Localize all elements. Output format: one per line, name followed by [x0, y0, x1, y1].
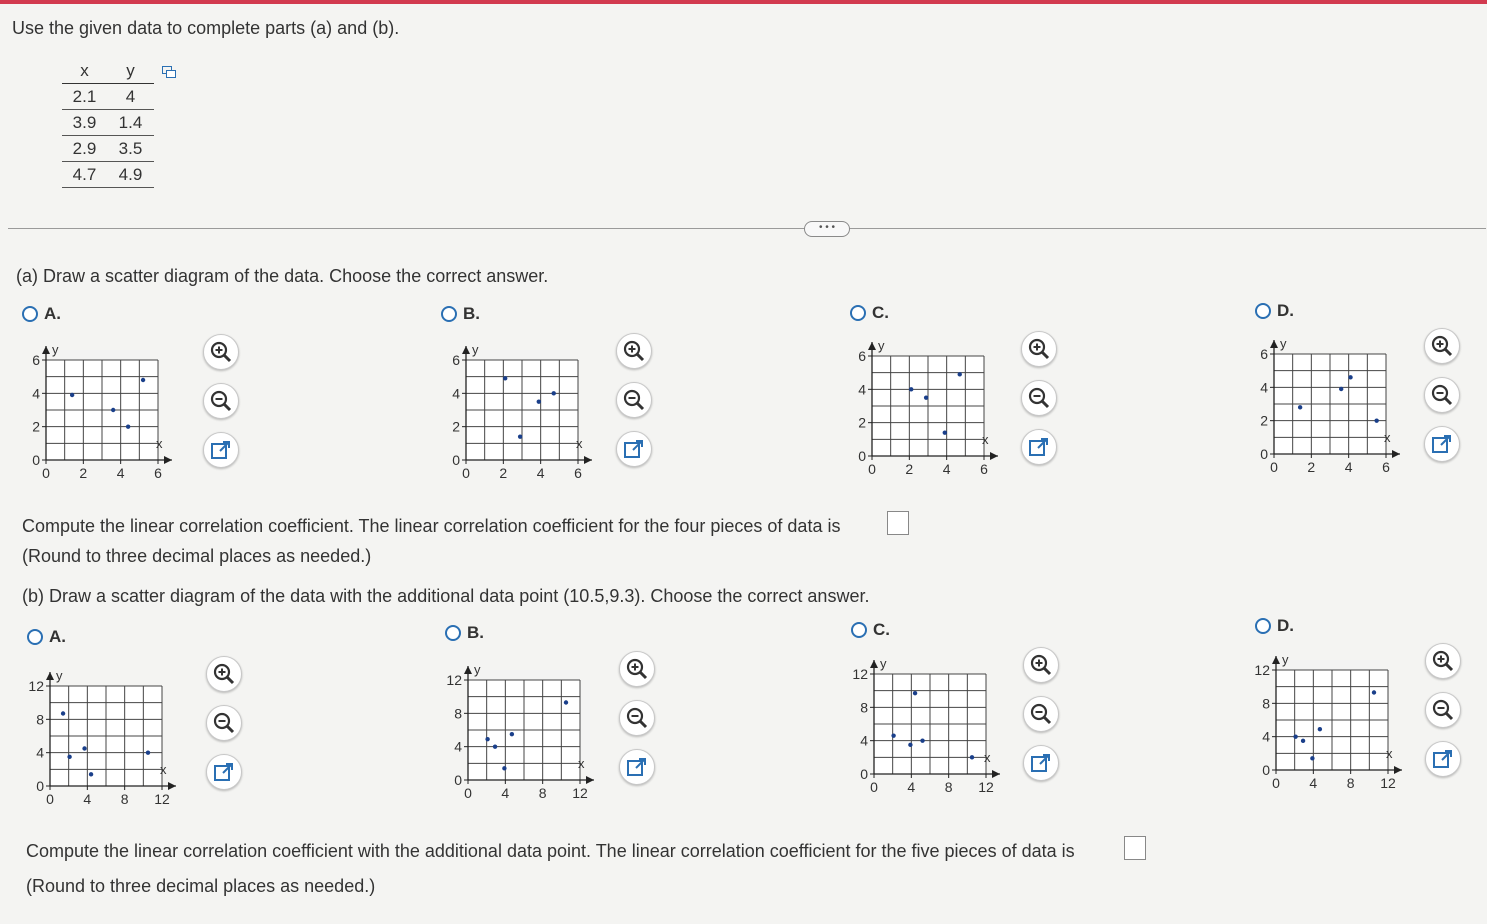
open-new-window-icon [209, 438, 233, 462]
data-point [920, 738, 924, 742]
x-axis-label: x [576, 436, 583, 451]
x-tick-label: 2 [79, 465, 88, 481]
y-tick-label: 4 [1260, 379, 1268, 396]
x-tick-label: 4 [501, 785, 510, 801]
y-tick-label: 12 [28, 678, 44, 694]
y-tick-label: 8 [1262, 695, 1270, 712]
y-axis-label: y [878, 338, 885, 353]
data-point [502, 766, 506, 770]
x-tick-label: 6 [574, 465, 582, 481]
part-b-option-c-label[interactable]: C. [873, 620, 890, 639]
data-point [518, 434, 522, 438]
zoom-out-icon [1027, 386, 1051, 410]
x-tick-label: 4 [942, 461, 951, 477]
table-row [62, 84, 154, 110]
zoom-in-icon [209, 340, 233, 364]
section-divider [8, 228, 1486, 229]
table-cell: 3.5 [107, 136, 154, 162]
x-tick-label: 0 [1272, 775, 1280, 791]
y-axis-arrow [868, 342, 876, 350]
table-cell: 4.7 [62, 162, 107, 188]
y-tick-label: 2 [858, 414, 866, 431]
x-axis-label: x [1386, 746, 1393, 761]
part-a-option-a-radio[interactable] [22, 306, 38, 322]
accent-bar [0, 0, 1487, 4]
part-a-option-a-label[interactable]: A. [44, 304, 61, 323]
x-axis-arrow [1392, 450, 1400, 458]
x-axis-arrow [164, 456, 172, 464]
part-b-round-note: (Round to three decimal places as needed.) [26, 876, 376, 896]
table-cell: 1.4 [107, 110, 154, 136]
part-b-option-c-scatter-plot [840, 656, 1005, 806]
zoom-in-icon [1431, 649, 1455, 673]
copy-data-icon[interactable] [162, 66, 176, 78]
part-a-option-a-scatter-plot [12, 342, 177, 492]
data-point [503, 376, 507, 380]
x-tick-label: 2 [905, 461, 914, 477]
x-tick-label: 8 [1346, 775, 1355, 791]
zoom-out-icon [1430, 383, 1454, 407]
y-axis-label: y [1282, 652, 1289, 667]
data-point [913, 691, 917, 695]
x-tick-label: 4 [536, 465, 545, 481]
x-axis-arrow [586, 776, 594, 784]
y-tick-label: 2 [32, 418, 40, 435]
part-b-option-a-label[interactable]: A. [49, 627, 66, 646]
part-a-corr-prompt: Compute the linear correlation coefficient. The linear correlation coefficient for the four pieces of data is [22, 516, 841, 536]
part-a-option-b-zoom-in-button[interactable] [616, 333, 652, 369]
part-a-option-b-radio[interactable] [441, 306, 457, 322]
part-a-option-d-label[interactable]: D. [1277, 301, 1294, 320]
data-point [1298, 405, 1302, 409]
data-point [1318, 727, 1322, 731]
part-b-prompt: (b) Draw a scatter diagram of the data with the additional data point (10.5,9.3). Choose the correct answer. [22, 586, 870, 606]
data-point [552, 391, 556, 395]
part-b-option-d-radio[interactable] [1255, 618, 1271, 634]
part-b-option-a-zoom-out-button[interactable] [206, 705, 242, 741]
expand-more-button[interactable]: • • • [804, 221, 850, 237]
part-a-option-b-scatter-plot [432, 342, 597, 492]
part-a-option-b-zoom-out-button[interactable] [616, 382, 652, 418]
x-axis-arrow [1394, 766, 1402, 774]
data-point [67, 755, 71, 759]
part-b-option-c-zoom-in-button[interactable] [1023, 647, 1059, 683]
part-b-option-d-open-new-window-button[interactable] [1425, 741, 1461, 777]
x-tick-label: 0 [464, 785, 472, 801]
data-point [924, 395, 928, 399]
table-cell: 4.9 [107, 162, 154, 188]
x-tick-label: 12 [1380, 775, 1396, 791]
x-tick-label: 0 [870, 779, 878, 795]
x-tick-label: 6 [980, 461, 988, 477]
y-axis-arrow [42, 346, 50, 354]
zoom-out-icon [622, 388, 646, 412]
y-axis-arrow [1272, 656, 1280, 664]
x-tick-label: 4 [1344, 459, 1353, 475]
table-header-row [62, 58, 154, 84]
table-row [62, 110, 154, 136]
zoom-in-icon [1027, 337, 1051, 361]
part-b-option-c-radio[interactable] [851, 622, 867, 638]
y-tick-label: 0 [1260, 446, 1268, 462]
x-tick-label: 4 [1309, 775, 1318, 791]
y-tick-label: 4 [452, 385, 460, 402]
x-axis-label: x [984, 750, 991, 765]
table-row [62, 162, 154, 188]
x-tick-label: 12 [154, 791, 170, 807]
table-header-y: y [107, 58, 154, 84]
y-tick-label: 0 [36, 778, 44, 794]
x-axis-arrow [992, 770, 1000, 778]
data-point [1310, 756, 1314, 760]
data-point [111, 408, 115, 412]
part-a-round-note: (Round to three decimal places as needed.) [22, 546, 372, 566]
y-axis-arrow [1270, 340, 1278, 348]
open-new-window-icon [622, 437, 646, 461]
data-point [82, 746, 86, 750]
zoom-out-icon [625, 706, 649, 730]
part-b-option-b-zoom-in-button[interactable] [619, 651, 655, 687]
x-axis-arrow [168, 782, 176, 790]
data-point [537, 399, 541, 403]
y-axis-label: y [474, 662, 481, 677]
y-tick-label: 6 [452, 352, 460, 368]
y-tick-label: 12 [446, 672, 462, 688]
x-tick-label: 6 [1382, 459, 1390, 475]
zoom-out-icon [1029, 702, 1053, 726]
part-a-option-c-open-new-window-button[interactable] [1021, 429, 1057, 465]
part-b-option-b-scatter-plot [434, 662, 599, 812]
zoom-in-icon [622, 339, 646, 363]
y-axis-label: y [472, 342, 479, 357]
x-tick-label: 8 [538, 785, 547, 801]
x-tick-label: 0 [462, 465, 470, 481]
part-a-option-c-label[interactable]: C. [872, 303, 889, 322]
data-point [61, 711, 65, 715]
instructions: Use the given data to complete parts (a) and (b). [12, 18, 400, 38]
part-b-option-b-label[interactable]: B. [467, 623, 484, 642]
part-b-option-a-open-new-window-button[interactable] [206, 754, 242, 790]
x-tick-label: 4 [83, 791, 92, 807]
x-tick-label: 0 [46, 791, 54, 807]
part-b-option-b-radio[interactable] [445, 625, 461, 641]
data-point [1374, 418, 1378, 422]
part-a-option-d-scatter-plot [1240, 336, 1405, 486]
table-cell: 2.1 [62, 84, 107, 110]
table-header-x: x [62, 58, 107, 84]
table-cell: 2.9 [62, 136, 107, 162]
y-tick-label: 0 [454, 772, 462, 788]
open-new-window-icon [1027, 435, 1051, 459]
y-tick-label: 0 [858, 448, 866, 464]
part-a-option-c-radio[interactable] [850, 305, 866, 321]
data-point [141, 378, 145, 382]
y-tick-label: 0 [452, 452, 460, 468]
part-b-option-d-zoom-in-button[interactable] [1425, 643, 1461, 679]
data-point [909, 387, 913, 391]
zoom-in-icon [1029, 653, 1053, 677]
x-tick-label: 4 [116, 465, 125, 481]
x-tick-label: 12 [978, 779, 994, 795]
y-axis-label: y [880, 656, 887, 671]
y-tick-label: 12 [852, 666, 868, 682]
y-tick-label: 8 [36, 711, 44, 728]
y-tick-label: 0 [32, 452, 40, 468]
x-tick-label: 0 [868, 461, 876, 477]
y-tick-label: 4 [860, 732, 868, 749]
y-axis-arrow [46, 672, 54, 680]
part-a-option-a-open-new-window-button[interactable] [203, 432, 239, 468]
part-a-option-b-open-new-window-button[interactable] [616, 431, 652, 467]
data-point [510, 732, 514, 736]
x-tick-label: 2 [1307, 459, 1316, 475]
open-new-window-icon [625, 755, 649, 779]
part-b-option-d-scatter-plot [1242, 652, 1407, 802]
data-point [1348, 375, 1352, 379]
part-b-option-c-zoom-out-button[interactable] [1023, 696, 1059, 732]
x-axis-arrow [584, 456, 592, 464]
zoom-out-icon [1431, 698, 1455, 722]
data-point [564, 700, 568, 704]
open-new-window-icon [212, 760, 236, 784]
y-tick-label: 8 [860, 699, 868, 716]
data-point [70, 393, 74, 397]
zoom-out-icon [212, 711, 236, 735]
part-a-option-a-zoom-in-button[interactable] [203, 334, 239, 370]
part-b-option-d-label[interactable]: D. [1277, 616, 1294, 635]
part-a-prompt: (a) Draw a scatter diagram of the data. Choose the correct answer. [16, 266, 549, 286]
y-tick-label: 4 [32, 385, 40, 402]
y-tick-label: 6 [32, 352, 40, 368]
y-axis-arrow [870, 660, 878, 668]
data-table [62, 58, 154, 188]
x-tick-label: 12 [572, 785, 588, 801]
table-cell: 3.9 [62, 110, 107, 136]
x-tick-label: 0 [42, 465, 50, 481]
y-axis-label: y [1280, 336, 1287, 351]
data-point [126, 424, 130, 428]
x-tick-label: 0 [1270, 459, 1278, 475]
data-point [89, 772, 93, 776]
y-tick-label: 0 [860, 766, 868, 782]
data-point [485, 737, 489, 741]
y-tick-label: 2 [452, 418, 460, 435]
open-new-window-icon [1029, 751, 1053, 775]
part-a-option-a-zoom-out-button[interactable] [203, 383, 239, 419]
y-axis-arrow [464, 666, 472, 674]
part-a-answer-input[interactable] [887, 511, 909, 535]
part-a-option-d-zoom-in-button[interactable] [1424, 328, 1460, 364]
data-point [943, 430, 947, 434]
open-new-window-icon [1430, 432, 1454, 456]
y-tick-label: 6 [858, 348, 866, 364]
x-tick-label: 8 [120, 791, 129, 807]
y-tick-label: 4 [454, 738, 462, 755]
part-a-option-c-scatter-plot [838, 338, 1003, 488]
y-tick-label: 2 [1260, 412, 1268, 429]
x-axis-label: x [578, 756, 585, 771]
part-a-option-d-radio[interactable] [1255, 303, 1271, 319]
part-a-option-c-zoom-in-button[interactable] [1021, 331, 1057, 367]
zoom-in-icon [1430, 334, 1454, 358]
open-new-window-icon [1431, 747, 1455, 771]
y-axis-arrow [462, 346, 470, 354]
zoom-in-icon [625, 657, 649, 681]
x-tick-label: 8 [944, 779, 953, 795]
y-tick-label: 12 [1254, 662, 1270, 678]
part-a-option-c-zoom-out-button[interactable] [1021, 380, 1057, 416]
data-point [1339, 387, 1343, 391]
y-tick-label: 6 [1260, 346, 1268, 362]
data-point [1293, 734, 1297, 738]
part-b-option-a-scatter-plot [16, 668, 181, 818]
part-a-option-d-zoom-out-button[interactable] [1424, 377, 1460, 413]
part-b-option-a-zoom-in-button[interactable] [206, 656, 242, 692]
part-b-option-c-open-new-window-button[interactable] [1023, 745, 1059, 781]
data-point [146, 750, 150, 754]
table-cell: 4 [107, 84, 154, 110]
x-tick-label: 6 [154, 465, 162, 481]
data-point [493, 744, 497, 748]
data-point [1372, 690, 1376, 694]
x-axis-arrow [990, 452, 998, 460]
data-point [958, 372, 962, 376]
part-b-option-b-zoom-out-button[interactable] [619, 700, 655, 736]
y-tick-label: 4 [1262, 728, 1270, 745]
table-row [62, 136, 154, 162]
data-point [908, 743, 912, 747]
y-tick-label: 8 [454, 705, 462, 722]
part-b-answer-input[interactable] [1124, 836, 1146, 860]
x-axis-label: x [160, 762, 167, 777]
zoom-out-icon [209, 389, 233, 413]
y-tick-label: 4 [858, 381, 866, 398]
x-axis-label: x [982, 432, 989, 447]
part-a-option-d-open-new-window-button[interactable] [1424, 426, 1460, 462]
zoom-in-icon [212, 662, 236, 686]
y-axis-label: y [56, 668, 63, 683]
part-b-option-a-radio[interactable] [27, 629, 43, 645]
x-tick-label: 4 [907, 779, 916, 795]
data-point [1301, 739, 1305, 743]
x-axis-label: x [156, 436, 163, 451]
part-b-option-b-open-new-window-button[interactable] [619, 749, 655, 785]
data-point [970, 755, 974, 759]
x-tick-label: 2 [499, 465, 508, 481]
data-point [891, 733, 895, 737]
part-b-option-d-zoom-out-button[interactable] [1425, 692, 1461, 728]
y-tick-label: 4 [36, 744, 44, 761]
part-a-option-b-label[interactable]: B. [463, 304, 480, 323]
x-axis-label: x [1384, 430, 1391, 445]
y-tick-label: 0 [1262, 762, 1270, 778]
part-b-corr-prompt: Compute the linear correlation coefficient with the additional data point. The linear correlation coefficient for the five pieces of data is [26, 841, 1075, 861]
y-axis-label: y [52, 342, 59, 357]
